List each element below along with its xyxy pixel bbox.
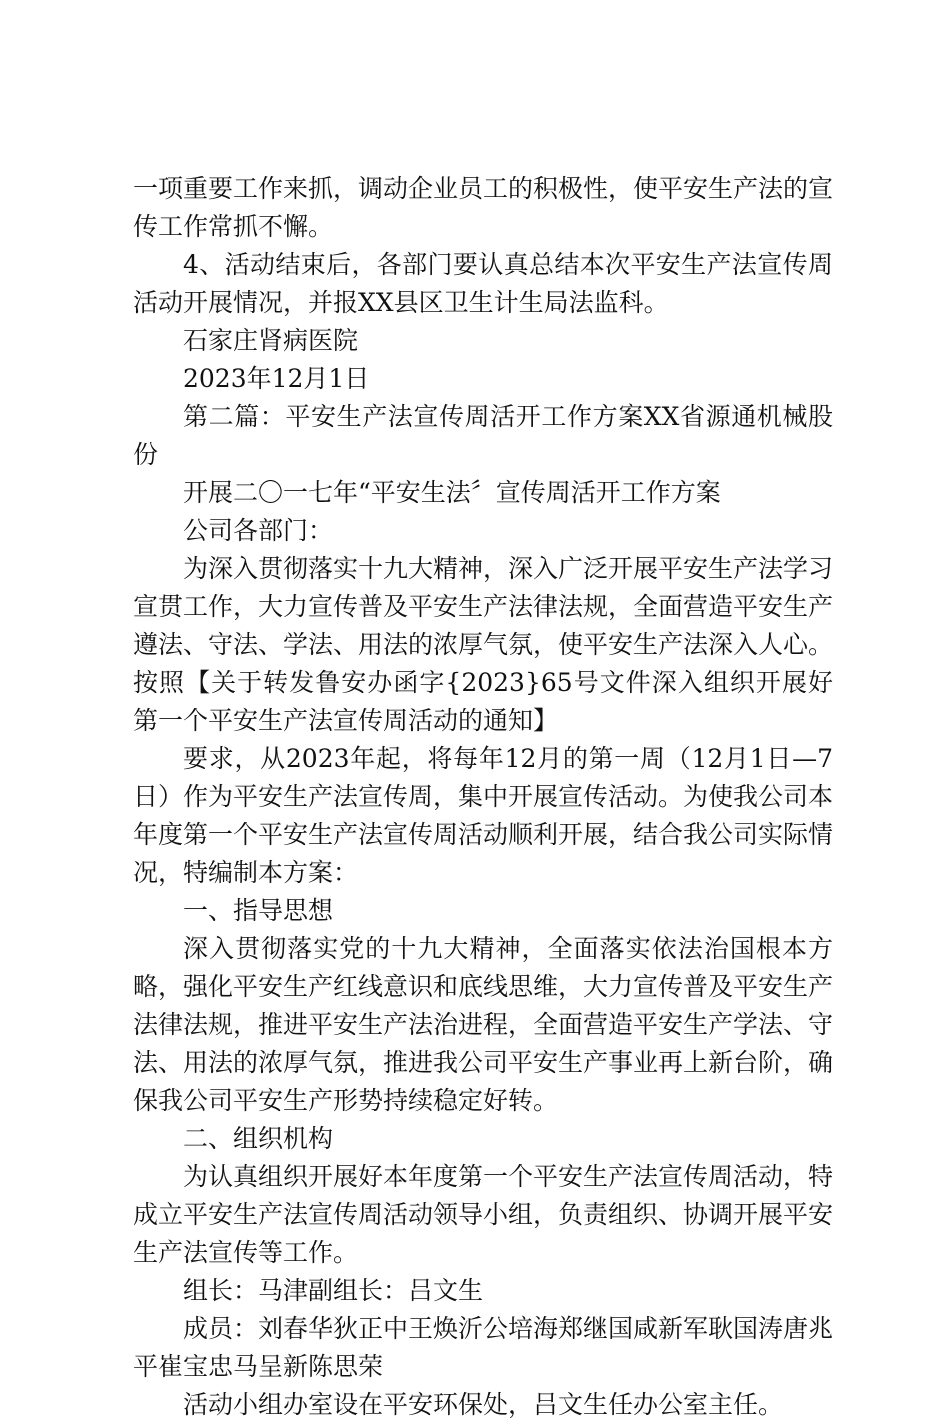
paragraph-10: 深入贯彻落实党的十九大精神，全面落实依法治国根本方略，强化平安生产红线意识和底线思维，大力宣传普及平安生产法律法规，推进平安生产法治进程，全面营造平安生产学法、守法、用法的浓厚气氛，推进我公司平安生产事业再上新台阶，确保我公司平安生产形势持续稳定好转。 bbox=[133, 934, 834, 1115]
paragraph-1: 4、活动结束后，各部门要认真总结本次平安生产法宣传周活动开展情况，并报XX县区卫生计生局法监科。 bbox=[133, 250, 833, 317]
document-body bbox=[133, 170, 833, 1424]
signature-date: 2023年12月1日 bbox=[183, 364, 370, 393]
salutation: 公司各部门： bbox=[183, 516, 334, 545]
leaders-line: 组长：马津副组长：吕文生 bbox=[183, 1276, 484, 1305]
paragraph-12: 为认真组织开展好本年度第一个平安生产法宣传周活动，特成立平安生产法宣传周活动领导小组，负责组织、协调开展平安生产法宣传等工作。 bbox=[133, 1162, 834, 1267]
signature-organization: 石家庄肾病医院 bbox=[183, 326, 359, 355]
paragraph-8: 要求，从2023年起，将每年12月的第一周（12月1日—7日）作为平安生产法宣传周，集中开展宣传活动。为使我公司本年度第一个平安生产法宣传周活动顺利开展，结合我公司实际情况，特编制本方案： bbox=[133, 744, 834, 887]
plan-title: 开展二〇一七年“平安生法〞宣传周活开工作方案 bbox=[183, 478, 721, 507]
heading-organization: 二、组织机构 bbox=[183, 1124, 334, 1153]
paragraph-7: 为深入贯彻落实十九大精神，深入广泛开展平安生产法学习宣贯工作，大力宣传普及平安生产法律法规，全面营造平安生产遵法、守法、学法、用法的浓厚气氛，使平安生产法深入人心。按照【关于转发鲁安办函字{2023}65号文件深入组织开展好第一个平安生产法宣传周活动的通知】 bbox=[133, 554, 834, 735]
paragraph-15: 活动小组办室设在平安环保处，吕文生任办公室主任。 bbox=[183, 1390, 784, 1419]
members-line: 成员：刘春华狄正中王焕沂公培海郑继国咸新军耿国涛唐兆平崔宝忠马呈新陈思荣 bbox=[133, 1314, 834, 1381]
section-heading-part-two: 第二篇：平安生产法宣传周活开工作方案XX省源通机械股份 bbox=[133, 402, 833, 469]
paragraph-0: 一项重要工作来抓，调动企业员工的积极性，使平安生产法的宣传工作常抓不懈。 bbox=[133, 174, 834, 241]
heading-guiding-ideology: 一、指导思想 bbox=[183, 896, 334, 925]
